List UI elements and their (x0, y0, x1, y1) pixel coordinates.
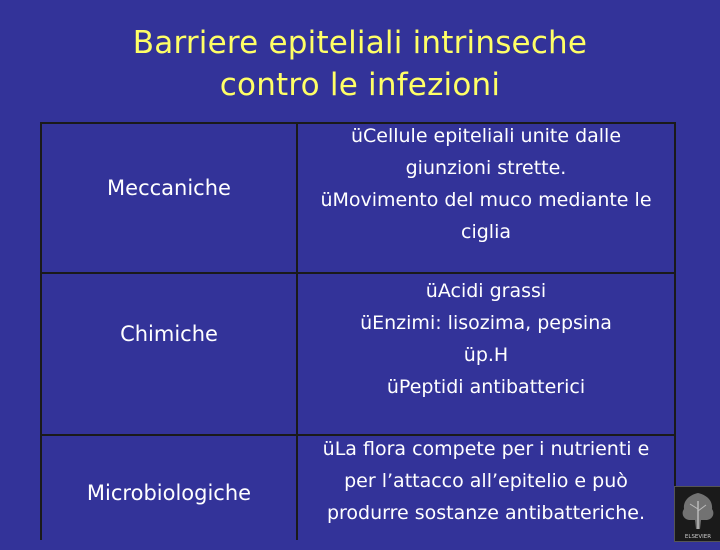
category-label: Microbiologiche (86, 481, 252, 505)
category-cell (42, 274, 296, 394)
description-line: üp.H (463, 344, 509, 366)
slide-title-line-1: Barriere epiteliali intrinseche (132, 25, 588, 61)
description-line: üEnzimi: lisozima, pepsina (360, 312, 612, 334)
barriers-table (40, 122, 676, 540)
category-cell (42, 436, 296, 550)
description-line: üCellule epiteliali unite dalle (350, 125, 622, 147)
description-cell (298, 436, 674, 526)
description-line: üLa flora compete per i nutrienti e (322, 438, 650, 460)
slide-title-line-2: contro le infezioni (219, 67, 501, 103)
svg-text:ELSEVIER: ELSEVIER (684, 534, 712, 540)
category-label: Meccaniche (107, 176, 231, 200)
description-cell (298, 274, 674, 404)
category-cell (42, 124, 296, 252)
category-label: Chimiche (120, 322, 218, 346)
description-line: giunzioni strette. (405, 157, 567, 179)
description-line: üPeptidi antibatterici (386, 376, 586, 398)
description-cell (298, 122, 674, 246)
description-line: per l’attacco all’epitelio e può (344, 470, 628, 492)
elsevier-tree-icon (675, 487, 720, 541)
description-line: üAcidi grassi (425, 280, 547, 302)
slide-title (0, 22, 720, 106)
description-line: produrre sostanze antibatteriche. (326, 502, 646, 524)
elsevier-logo (674, 486, 720, 542)
table-right-border (674, 122, 676, 540)
description-line: ciglia (461, 221, 511, 243)
description-line: üMovimento del muco mediante le (320, 189, 652, 211)
